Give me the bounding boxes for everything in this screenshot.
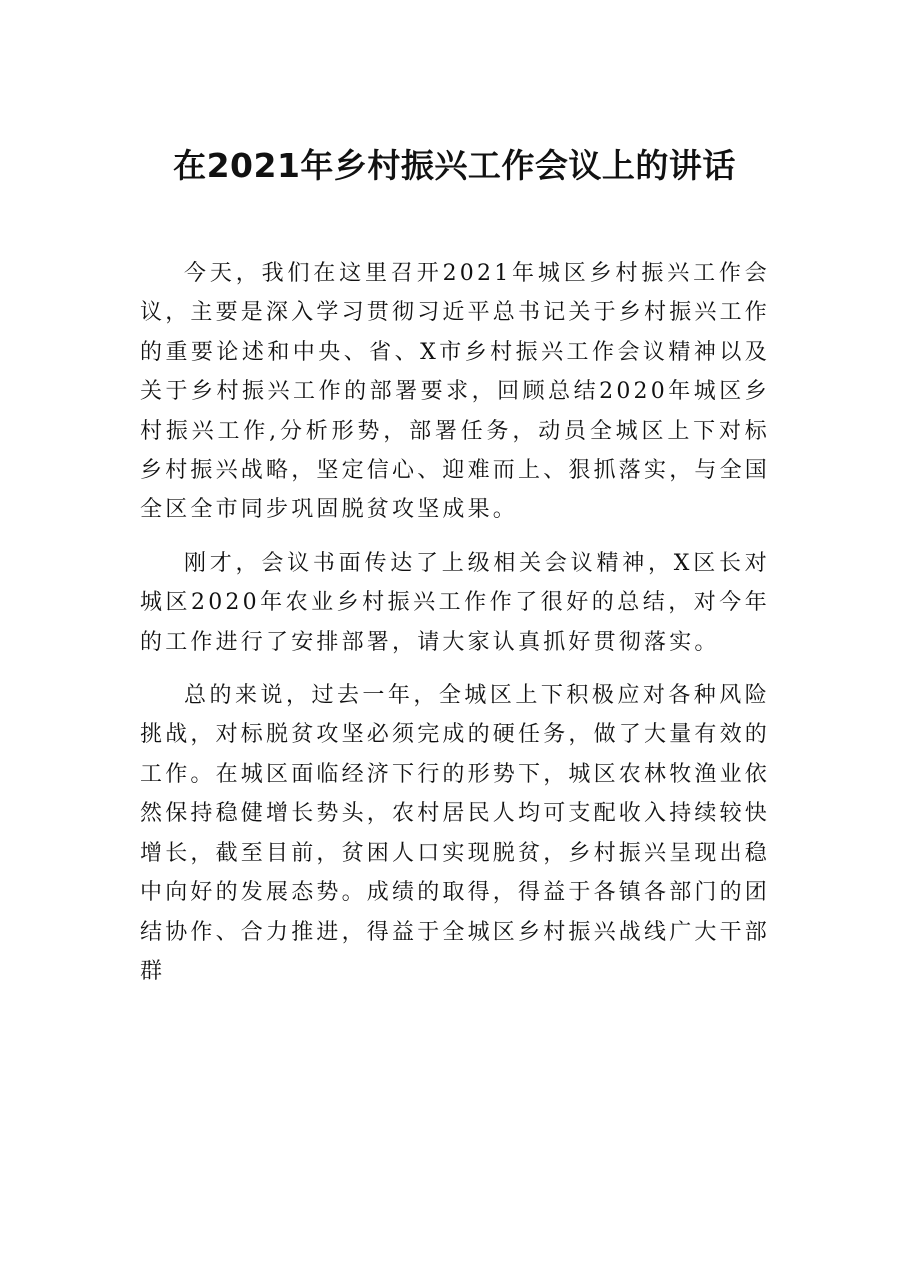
paragraph-3: 总的来说，过去一年，全城区上下积极应对各种风险挑战，对标脱贫攻坚必须完成的硬任务，做了大量有效的工作。在城区面临经济下行的形势下，城区农林牧渔业依然保持稳健增长势头，农村居民人均可支配收入持续较快增长，截至目前，贫困人口实现脱贫，乡村振兴呈现出稳中向好的发展态势。成绩的取得，得益于各镇各部门的团结协作、合力推进，得益于全城区乡村振兴战线广大干部群 xyxy=(140,683,771,984)
document-title: 在2021年乡村振兴工作会议上的讲话 xyxy=(173,146,736,185)
paragraph-2: 刚才，会议书面传达了上级相关会议精神，X区长对城区2020年农业乡村振兴工作作了很好的总结，对今年的工作进行了安排部署，请大家认真抓好贯彻落实。 xyxy=(140,550,770,655)
document-body xyxy=(140,254,770,1005)
paragraph-1: 今天，我们在这里召开2021年城区乡村振兴工作会议，主要是深入学习贯彻习近平总书记关于乡村振兴工作的重要论述和中央、省、X市乡村振兴工作会议精神以及关于乡村振兴工作的部署要求，回顾总结2020年城区乡村振兴工作,分析形势，部署任务，动员全城区上下对标乡村振兴战略，坚定信心、迎难而上、狠抓落实，与全国全区全市同步巩固脱贫攻坚成果。 xyxy=(140,261,771,523)
